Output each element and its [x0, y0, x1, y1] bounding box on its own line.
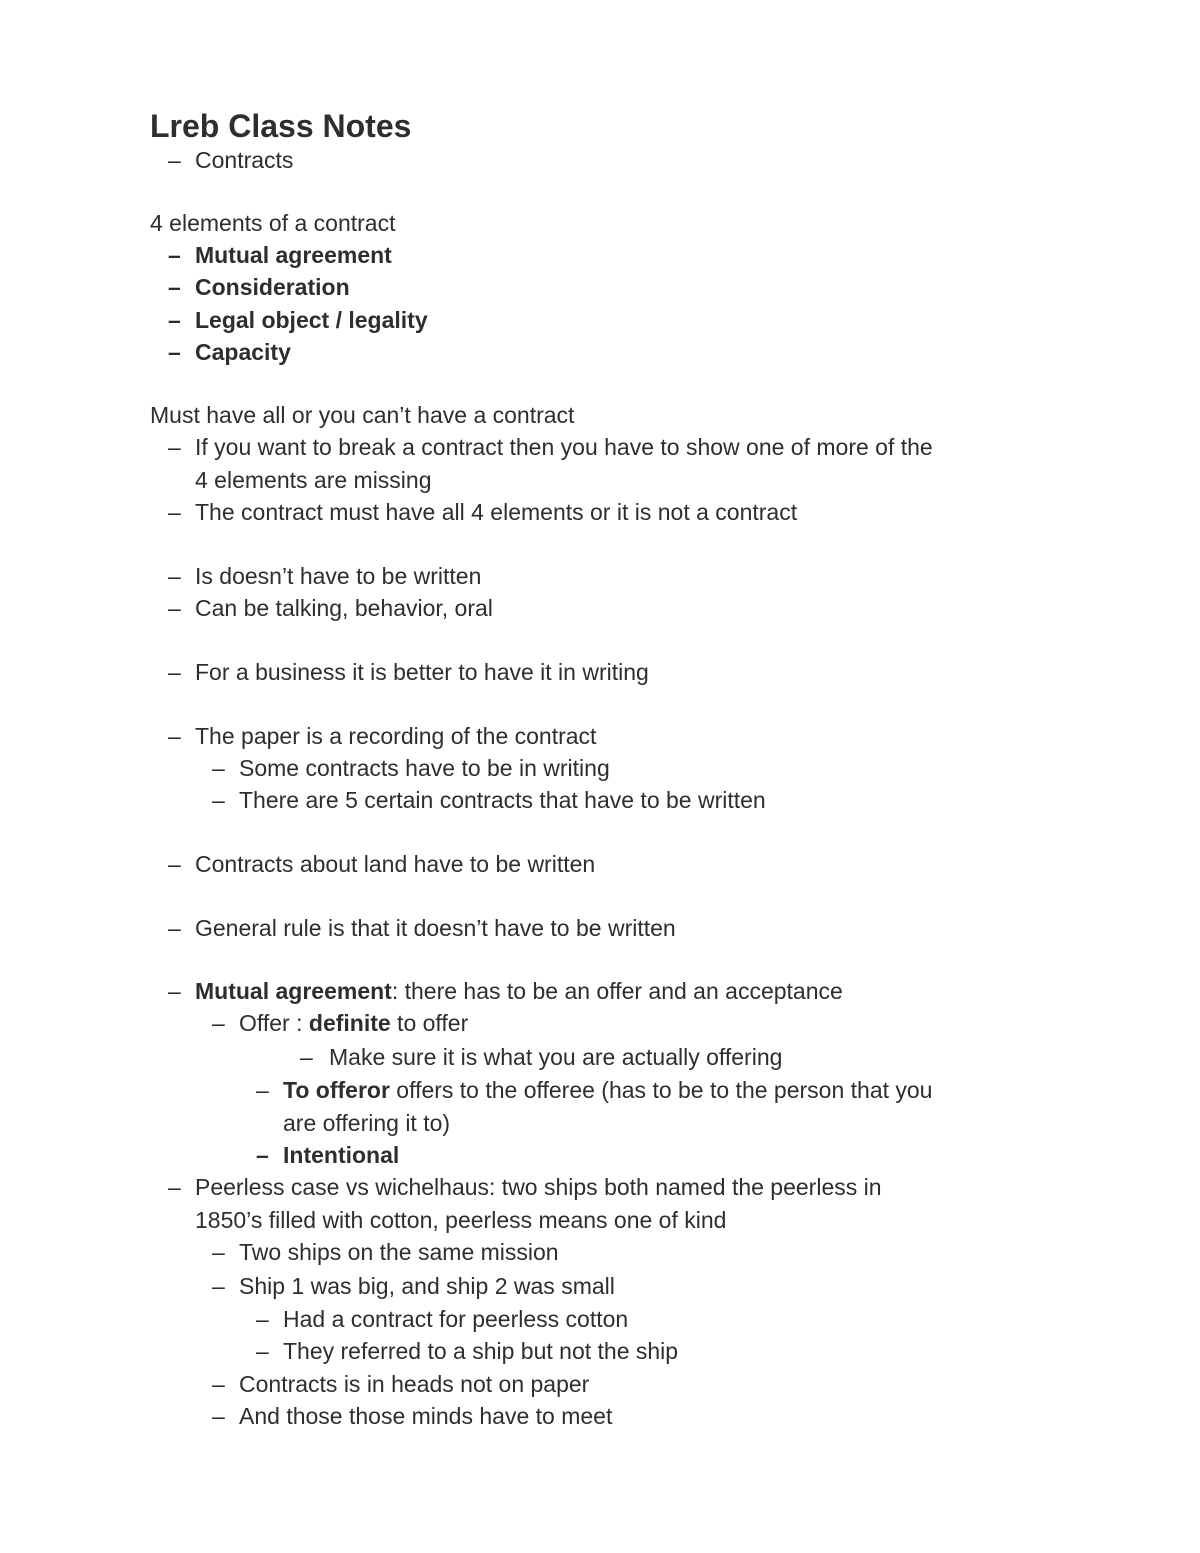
list-item	[212, 1400, 612, 1432]
list-item	[212, 1270, 615, 1302]
list-item	[168, 496, 797, 528]
list-item-continuation: 4 elements are missing	[195, 467, 432, 493]
dash-bullet: –	[256, 1306, 269, 1332]
list-item	[168, 1171, 882, 1203]
list-item	[300, 1041, 782, 1073]
dash-bullet: –	[168, 723, 181, 749]
list-item	[168, 592, 493, 624]
list-item	[168, 560, 481, 592]
list-item	[168, 239, 392, 271]
element-label: Mutual agreement	[195, 242, 392, 268]
element-label: Capacity	[195, 339, 291, 365]
offer-suffix: to offer	[390, 1010, 469, 1036]
list-item-text: The paper is a recording of the contract	[195, 723, 597, 749]
list-item-text: Contracts about land have to be written	[195, 851, 596, 877]
dash-bullet: –	[168, 595, 181, 621]
list-item	[256, 1139, 399, 1171]
dash-bullet: –	[212, 787, 225, 813]
dash-bullet: –	[168, 147, 181, 173]
list-item	[168, 144, 293, 176]
dash-bullet: –	[168, 978, 181, 1004]
list-item	[256, 1074, 932, 1106]
list-item-text: Contracts is in heads not on paper	[239, 1371, 590, 1397]
list-item-text	[195, 975, 843, 1007]
list-item-text: Peerless case vs wichelhaus: two ships both named the peerless in	[195, 1174, 882, 1200]
list-item-text: Had a contract for peerless cotton	[283, 1306, 629, 1332]
element-label: Legal object / legality	[195, 307, 428, 333]
list-item-text: Contracts	[195, 147, 294, 173]
list-item	[168, 975, 843, 1007]
term-bold: To offeror	[283, 1077, 390, 1103]
list-item	[168, 304, 428, 336]
dash-bullet: –	[212, 1239, 225, 1265]
dash-bullet: –	[168, 499, 181, 525]
list-item	[212, 784, 766, 816]
list-item-text	[239, 1007, 468, 1039]
list-item	[256, 1335, 678, 1367]
dash-bullet: –	[168, 434, 181, 460]
list-item	[168, 848, 595, 880]
list-item-text: Two ships on the same mission	[239, 1239, 559, 1265]
dash-bullet: –	[168, 659, 181, 685]
list-item	[212, 752, 610, 784]
list-item-text: Intentional	[283, 1142, 400, 1168]
list-item	[212, 1236, 559, 1268]
list-item-text: There are 5 certain contracts that have to be written	[239, 787, 766, 813]
list-item-text: Ship 1 was big, and ship 2 was small	[239, 1273, 615, 1299]
list-item-text: The contract must have all 4 elements or it is not a contract	[195, 499, 798, 525]
dash-bullet: –	[256, 1077, 269, 1103]
list-item-text: They referred to a ship but not the ship	[283, 1338, 679, 1364]
offer-prefix: Offer :	[239, 1010, 309, 1036]
list-item	[212, 1007, 468, 1039]
list-item-text: And those those minds have to meet	[239, 1403, 613, 1429]
term-definition: offers to the offeree (has to be to the person that you	[389, 1077, 933, 1103]
dash-bullet: –	[212, 1010, 225, 1036]
list-item	[168, 656, 649, 688]
list-item	[212, 1368, 589, 1400]
list-item	[168, 720, 596, 752]
dash-bullet: –	[168, 339, 181, 365]
list-item-continuation: are offering it to)	[283, 1110, 451, 1136]
list-item	[168, 271, 350, 303]
dash-bullet: –	[212, 1273, 225, 1299]
list-item	[168, 336, 291, 368]
list-item	[168, 431, 933, 463]
list-item-text: If you want to break a contract then you have to show one of more of the	[195, 434, 933, 460]
dash-bullet: –	[256, 1338, 269, 1364]
dash-bullet: –	[168, 563, 181, 589]
list-item-text: Make sure it is what you are actually offering	[329, 1044, 783, 1070]
element-label: Consideration	[195, 274, 350, 300]
list-item-text: General rule is that it doesn’t have to be written	[195, 915, 676, 941]
dash-bullet: –	[168, 1174, 181, 1200]
list-item	[256, 1303, 628, 1335]
dash-bullet: –	[168, 274, 181, 300]
page-title: Lreb Class Notes	[150, 108, 412, 144]
term-definition: : there has to be an offer and an acceptance	[391, 978, 843, 1004]
term-bold: Mutual agreement	[195, 978, 392, 1004]
list-item-text: Some contracts have to be in writing	[239, 755, 610, 781]
dash-bullet: –	[168, 851, 181, 877]
dash-bullet: –	[212, 755, 225, 781]
dash-bullet: –	[212, 1403, 225, 1429]
dash-bullet: –	[168, 242, 181, 268]
dash-bullet: –	[212, 1371, 225, 1397]
term-bold: definite	[308, 1010, 391, 1036]
section-heading: 4 elements of a contract	[150, 210, 396, 236]
dash-bullet: –	[168, 307, 181, 333]
list-item-text: For a business it is better to have it in writing	[195, 659, 649, 685]
section-heading: Must have all or you can’t have a contract	[150, 402, 575, 428]
list-item-text	[283, 1074, 932, 1106]
dash-bullet: –	[300, 1044, 313, 1070]
list-item	[168, 912, 676, 944]
list-item-text: Can be talking, behavior, oral	[195, 595, 493, 621]
dash-bullet: –	[168, 915, 181, 941]
list-item-text: Is doesn’t have to be written	[195, 563, 482, 589]
dash-bullet: –	[256, 1142, 269, 1168]
list-item-continuation: 1850’s filled with cotton, peerless means one of kind	[195, 1207, 727, 1233]
